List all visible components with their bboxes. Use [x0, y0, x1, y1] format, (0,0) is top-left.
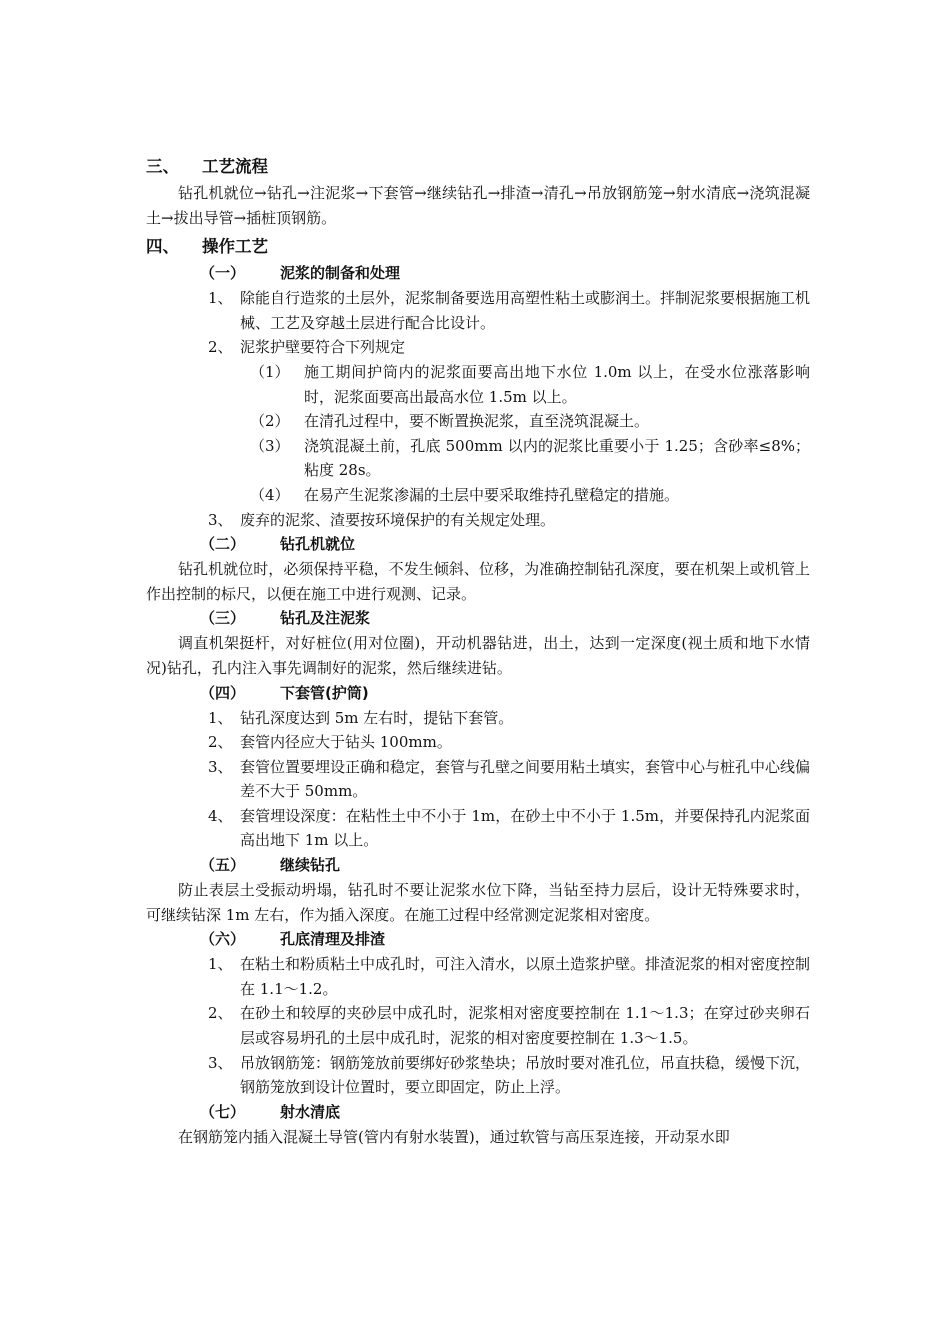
subsection-number: （三） — [200, 609, 246, 628]
item-text: 在清孔过程中，要不断置换泥浆，直至浇筑混凝土。 — [304, 412, 650, 431]
subsection-heading — [146, 261, 810, 286]
item-text: 套管位置要埋设正确和稳定，套管与孔壁之间要用粘土填实，套管中心与桩孔中心线偏差不大于 50mm。 — [240, 757, 811, 801]
item-number: 1、 — [208, 708, 233, 727]
item-text: 浇筑混凝土前，孔底 500mm 以内的泥浆比重要小于 1.25；含砂率≤8%；粘度 28s。 — [304, 436, 810, 480]
sub-list-item — [146, 483, 810, 508]
section-heading — [146, 153, 810, 181]
item-number: 2、 — [208, 338, 233, 357]
subsection-heading — [146, 853, 810, 878]
list-item — [146, 952, 810, 1001]
item-text: 在砂土和较厚的夹砂层中成孔时，泥浆相对密度要控制在 1.1～1.3；在穿过砂夹卵石层或容易坍孔的土层中成孔时，泥浆的相对密度要控制在 1.3～1.5。 — [240, 1004, 810, 1048]
paragraph: 调直机架挺杆，对好桩位(用对位圈)，开动机器钻进，出土，达到一定深度(视土质和地下水情况)钻孔，孔内注入事先调制好的泥浆，然后继续进钻。 — [146, 634, 810, 677]
subsection-title: 继续钻孔 — [280, 856, 341, 875]
subsection-heading — [146, 927, 810, 952]
document-page — [146, 150, 810, 1149]
section-number: 四、 — [146, 237, 179, 257]
item-text: 废弃的泥浆、渣要按环境保护的有关规定处理。 — [240, 510, 556, 529]
list-item — [146, 730, 810, 755]
subsection-title: 射水清底 — [280, 1102, 341, 1121]
item-number: （4） — [250, 485, 290, 504]
item-text: 吊放钢筋笼：钢筋笼放前要绑好砂浆垫块；吊放时要对准孔位，吊直扶稳，缓慢下沉，钢筋笼放到设计位置时，要立即固定，防止上浮。 — [240, 1053, 811, 1097]
subsection-number: （七） — [200, 1102, 246, 1121]
list-item — [146, 1051, 810, 1100]
subsection-heading — [146, 532, 810, 557]
subsection-title: 泥浆的制备和处理 — [280, 264, 401, 283]
item-number: 3、 — [208, 1053, 233, 1072]
section-heading — [146, 233, 810, 261]
subsection-title: 孔底清理及排渣 — [280, 930, 386, 949]
paragraph: 钻孔机就位→钻孔→注泥浆→下套管→继续钻孔→排渣→清孔→吊放钢筋笼→射水清底→浇筑混凝土→拔出导管→插桩顶钢筋。 — [146, 184, 810, 227]
item-number: 3、 — [208, 757, 233, 776]
item-text: 套管埋设深度：在粘性土中不小于 1m，在砂土中不小于 1.5m，并要保持孔内泥浆面高出地下 1m 以上。 — [240, 806, 810, 850]
subsection-number: （四） — [200, 683, 246, 702]
subsection-title: 钻孔及注泥浆 — [280, 609, 371, 628]
item-text: 在易产生泥浆渗漏的土层中要采取维持孔壁稳定的措施。 — [304, 485, 680, 504]
subsection-heading — [146, 1100, 810, 1125]
item-number: 3、 — [208, 510, 233, 529]
sub-list-item — [146, 409, 810, 434]
item-number: 2、 — [208, 1004, 233, 1023]
subsection-title: 下套管(护筒) — [280, 683, 369, 702]
item-text: 除能自行造浆的土层外，泥浆制备要选用高塑性粘土或膨润土。拌制泥浆要根据施工机械、工艺及穿越土层进行配合比设计。 — [240, 289, 811, 332]
item-text: 钻孔深度达到 5m 左右时，提钻下套管。 — [240, 708, 514, 727]
subsection-title: 钻孔机就位 — [280, 535, 356, 554]
subsection-number: （五） — [200, 856, 246, 875]
paragraph: 防止表层土受振动坍塌，钻孔时不要让泥浆水位下降，当钻至持力层后，设计无特殊要求时， 可继续钻深 1m 左右，作为插入深度。在施工过程中经常测定泥浆相对密度。 — [146, 881, 810, 924]
item-number: 4、 — [208, 806, 233, 825]
list-item — [146, 1001, 810, 1050]
item-number: 2、 — [208, 733, 233, 752]
section-title: 操作工艺 — [202, 237, 268, 257]
sub-list-item — [146, 360, 810, 409]
section-number: 三、 — [146, 157, 179, 176]
item-text: 套管内径应大于钻头 100mm。 — [240, 733, 452, 752]
item-text: 施工期间护筒内的泥浆面要高出地下水位 1.0m 以上，在受水位涨落影响时，泥浆面要高出最高水位 1.5m 以上。 — [304, 362, 810, 406]
item-number: 1、 — [208, 289, 233, 308]
item-text: 泥浆护壁要符合下列规定 — [240, 338, 406, 357]
item-number: （1） — [250, 362, 290, 381]
item-number: （2） — [250, 412, 290, 431]
subsection-heading — [146, 606, 810, 631]
sub-list-item — [146, 434, 810, 483]
item-number: （3） — [250, 436, 290, 455]
list-item — [146, 286, 810, 335]
section-title: 工艺流程 — [202, 157, 268, 176]
subsection-number: （六） — [200, 930, 246, 949]
item-number: 1、 — [208, 955, 233, 974]
list-item — [146, 706, 810, 731]
subsection-number: （一） — [200, 264, 246, 283]
paragraph: 钻孔机就位时，必须保持平稳，不发生倾斜、位移，为准确控制钻孔深度，要在机架上或机管上作出控制的标尺，以便在施工中进行观测、记录。 — [146, 560, 810, 603]
paragraph: 在钢筋笼内插入混凝土导管(管内有射水装置)，通过软管与高压泵连接，开动泵水即 — [178, 1127, 730, 1146]
list-item — [146, 335, 810, 360]
subsection-heading — [146, 681, 810, 706]
list-item — [146, 804, 810, 853]
item-text: 在粘土和粉质粘土中成孔时，可注入清水，以原土造浆护壁。排渣泥浆的相对密度控制在 1.1～1.2。 — [240, 955, 811, 998]
list-item — [146, 508, 810, 533]
subsection-number: （二） — [200, 535, 246, 554]
list-item — [146, 755, 810, 804]
